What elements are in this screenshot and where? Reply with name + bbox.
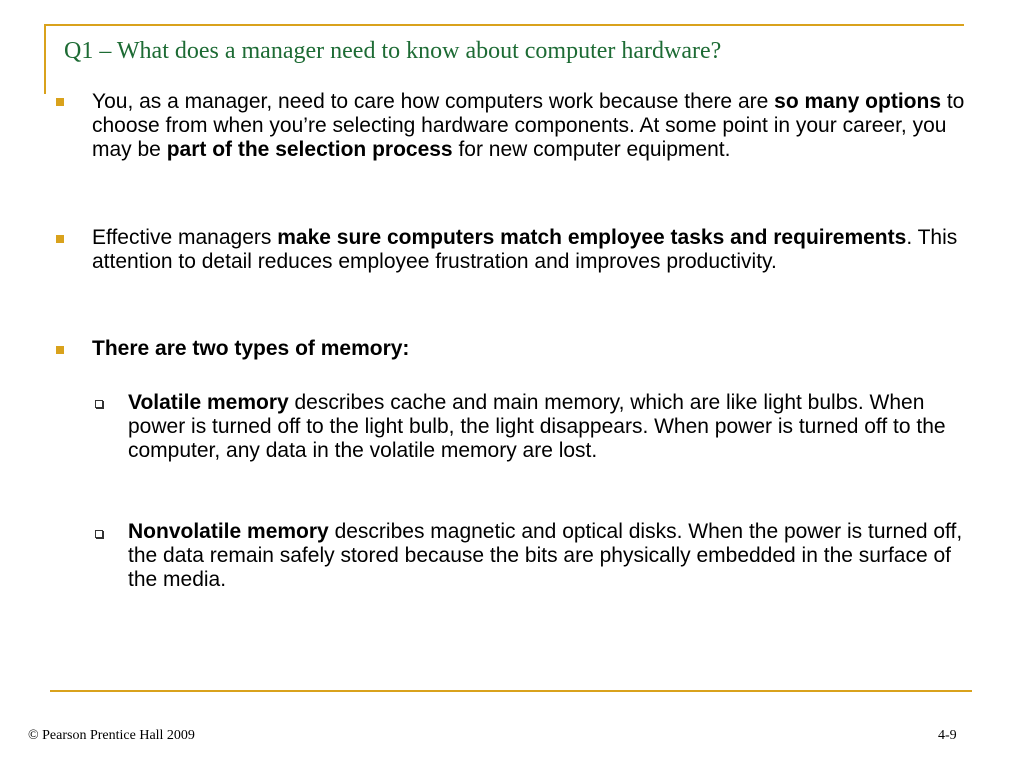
bullet-marker xyxy=(56,235,64,243)
left-rule xyxy=(44,24,46,94)
sub-bullet-2: Nonvolatile memory describes magnetic and optical disks. When the power is turned off, the data remain safely stored because the bits are physically embedded in the surface of the media. xyxy=(128,520,963,591)
bullet-2: Effective managers make sure computers match employee tasks and requirements. This attention to detail reduces employee frustration and improves productivity. xyxy=(92,226,958,273)
sub-bullet-marker xyxy=(95,530,103,538)
sub-bullet-1: Volatile memory describes cache and main memory, which are like light bulbs. When power is turned off to the light bulb, the light disappears. When power is turned off to the computer, any data in the volatile memory are lost. xyxy=(128,391,946,462)
slide-title: Q1 – What does a manager need to know about computer hardware? xyxy=(64,38,722,64)
bullet-1: You, as a manager, need to care how computers work because there are so many options to choose from when you’re selecting hardware components. At some point in your career, you may be part of the selection process for new computer equipment. xyxy=(92,90,965,161)
bullet-marker xyxy=(56,98,64,106)
footer-copyright: © Pearson Prentice Hall 2009 xyxy=(28,728,195,743)
bullet-marker xyxy=(56,346,64,354)
bullet-3: There are two types of memory: xyxy=(92,337,410,360)
footer-page-number: 4-9 xyxy=(938,728,957,743)
top-rule xyxy=(44,24,964,26)
bottom-rule xyxy=(50,690,972,692)
sub-bullet-marker xyxy=(95,400,103,408)
